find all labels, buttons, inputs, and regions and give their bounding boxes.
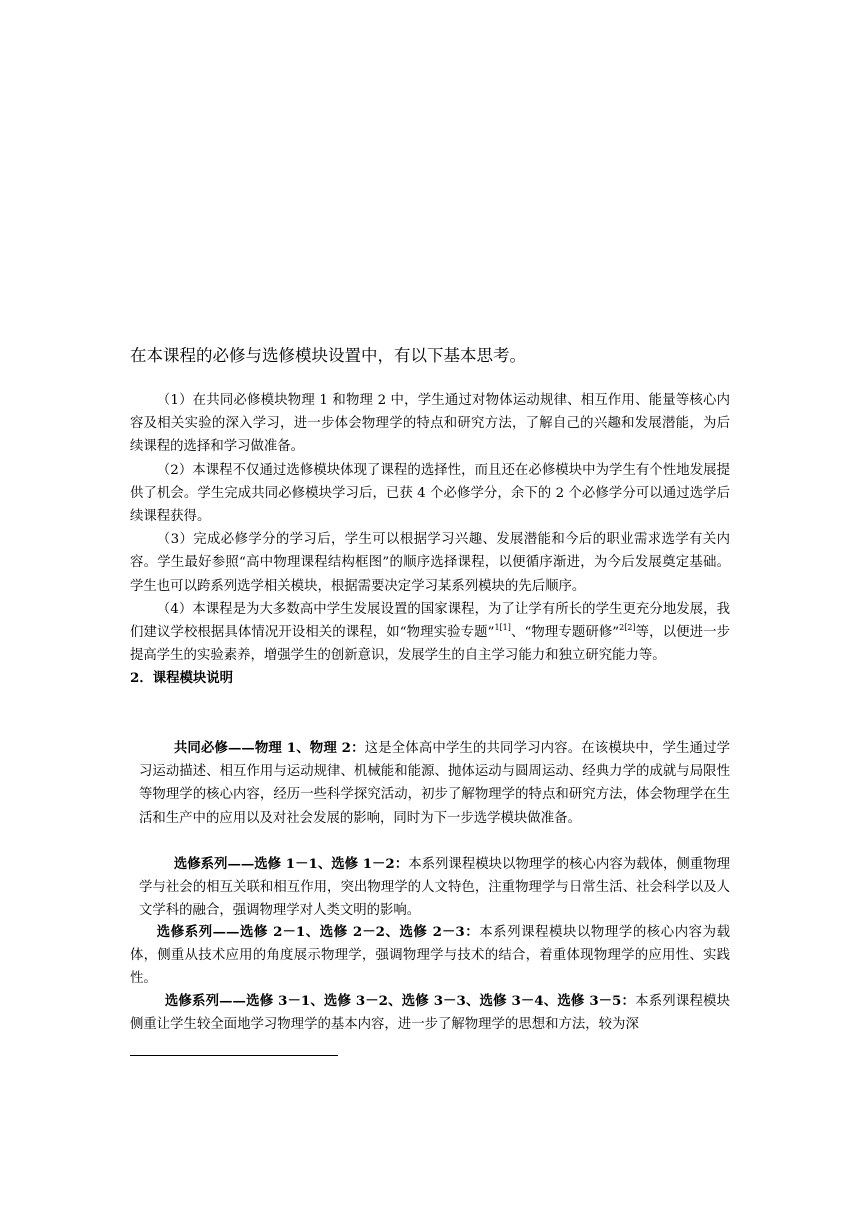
- footnote-divider: [130, 1055, 338, 1056]
- point-4: [130, 598, 730, 668]
- module-elective-1-text: 本系列课程模块以物理学的核心内容为载体，侧重物理学与社会的相互关联和相互作用，突出物理学的人文特色，注重物理学与日常生活、社会科学以及人文学科的融合，强调物理学对人类文明的影响。: [139, 857, 731, 919]
- module-compulsory-title: 共同必修——物理 1、物理 2：: [173, 740, 365, 756]
- module-elective-1: [130, 853, 730, 923]
- point-2: （2）本课程不仅通过选修模块体现了课程的选择性，而且还在必修模块中为学生有个性地发展提供了机会。学生完成共同必修模块学习后，已获 4 个必修学分，余下的 2 个必修学分可以通过选学后续课程获得。: [130, 462, 730, 525]
- module-elective-1-title: 选修系列——选修 1－1、选修 1－2：: [173, 856, 409, 872]
- footnote-ref-1[interactable]: 1[1]: [494, 623, 511, 633]
- points-section: [130, 389, 730, 691]
- module-elective-3-text: 本系列课程模块侧重让学生较全面地学习物理学的基本内容，进一步了解物理学的思想和方法，较为深: [130, 994, 731, 1033]
- module-elective-2-text: 本系列课程模块以物理学的核心内容为载体，侧重从技术应用的角度展示物理学，强调物理学与技术的结合，着重体现物理学的应用性、实践性。: [130, 925, 730, 987]
- point-4-text-b: 、“物理专题研修”: [510, 625, 620, 641]
- module-elective-2: [130, 921, 730, 991]
- point-3: （3）完成必修学分的学习后，学生可以根据学习兴趣、发展潜能和今后的职业需求选学有关内容。学生最好参照“高中物理课程结构框图”的顺序选择课程，以便循序渐进，为今后发展奠定基础。学生也可以跨系列选学相关模块，根据需要决定学习某系列模块的先后顺序。: [130, 532, 730, 594]
- footnote-ref-2[interactable]: 2[2]: [619, 623, 636, 633]
- point-4-text-a: （4）本课程是为大多数高中学生发展设置的国家课程，为了让学有所长的学生更充分地发展，我们建议学校根据具体情况开设相关的课程，如“物理实验专题”: [130, 601, 730, 641]
- module-elective-3: [130, 990, 730, 1036]
- module-compulsory-text: 这是全体高中学生的共同学习内容。在该模块中，学生通过学习运动描述、相互作用与运动规律、机械能和能源、抛体运动与圆周运动、经典力学的成就与局限性等物理学的核心内容，经历一些科学探究活动，初步了解物理学的特点和研究方法，体会物理学在生活和生产中的应用以及对社会发展的影响，同时为下一步选学模块做准备。: [139, 741, 731, 826]
- point-4-text-c: 等，以便进一步提高学生的实验素养，增强学生的创新意识，发展学生的自主学习能力和独立研究能力等。: [130, 625, 730, 664]
- intro-sentence: 在本课程的必修与选修模块设置中，有以下基本思考。: [130, 346, 526, 365]
- module-compulsory: [130, 737, 730, 830]
- module-elective-2-title: 选修系列——选修 2－1、选修 2－2、选修 2－3：: [156, 924, 480, 940]
- point-1: （1）在共同必修模块物理 1 和物理 2 中，学生通过对物体运动规律、相互作用、能量等核心内容及相关实验的深入学习，进一步体会物理学的特点和研究方法，了解自己的兴趣和发展潜能，为后续课程的选择和学习做准备。: [130, 393, 730, 455]
- section-heading: 2．课程模块说明: [130, 670, 234, 687]
- module-elective-3-title: 选修系列——选修 3－1、选修 3－2、选修 3－3、选修 3－4、选修 3－5：: [164, 993, 636, 1009]
